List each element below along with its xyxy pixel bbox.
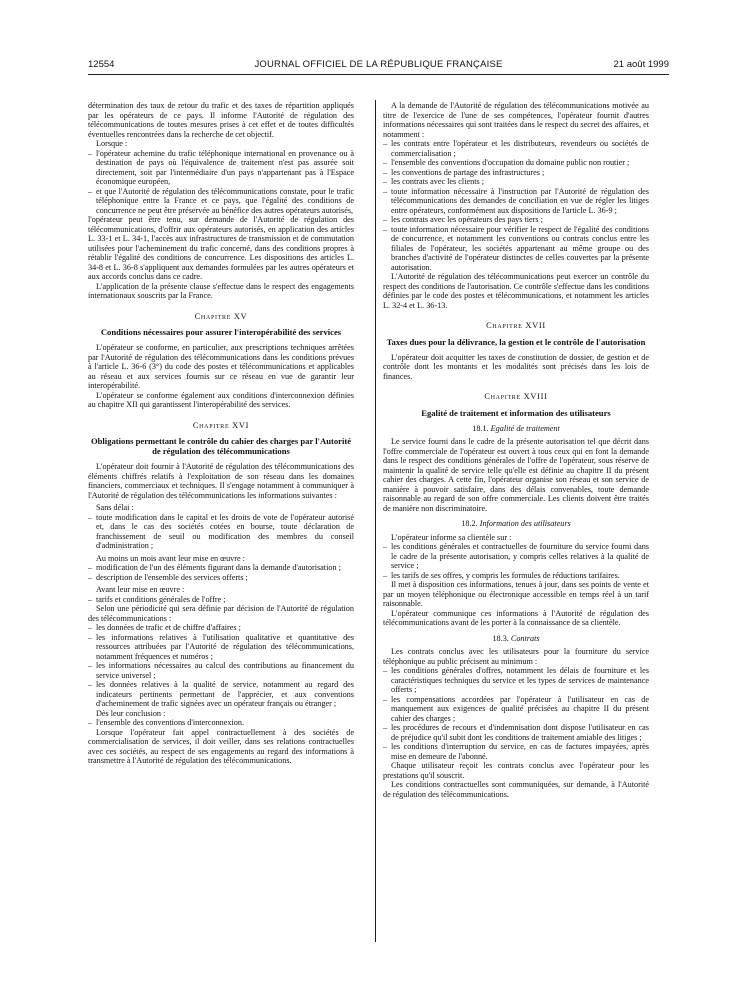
- list-item: – les contrats avec les opérateurs des pays tiers ;: [383, 215, 649, 225]
- paragraph: L'application de la présente clause s'effectue dans le respect des engagements internationaux souscrits par la France.: [88, 281, 354, 300]
- dash-list: [88, 563, 354, 582]
- section-number: 18.1.: [472, 423, 489, 433]
- list-item: – et que l'Autorité de régulation des télécommunications constate, pour le trafic téléphonique entre la France et ce pays, que l'égalité des conditions de concurrence ne peut être préservée au bénéfice des autres opérateurs autorisés,: [88, 187, 354, 216]
- section-title: Contrats: [510, 633, 540, 643]
- list-item: – les procédures de recours et d'indemnisation dont dispose l'utilisateur en cas de préjudice qu'il subit dont les conditions de traitement amiable des litiges ;: [383, 723, 649, 742]
- list-item: – toute information nécessaire pour vérifier le respect de l'égalité des conditions de concurrence, et notamment les conventions ou contrats conclus entre les filiales de l'opérateur, les sociétés appartenant au même groupe ou des branches d'activité de l'opérateur distinctes de celles couvertes par la présente autorisation.: [383, 225, 649, 273]
- list-item: – les tarifs de ses offres, y compris les formules de réductions tarifaires.: [383, 571, 649, 581]
- paragraph: Lorsque :: [96, 139, 128, 148]
- chapter-label: Chapitre XVII: [486, 321, 546, 330]
- column-separator: [375, 100, 376, 942]
- paragraph: Chaque utilisateur reçoit les contrats conclus avec l'opérateur pour les prestations qu'il souscrit.: [383, 761, 649, 780]
- list-item: – les informations nécessaires au calcul des contributions au financement du service universel ;: [88, 661, 354, 680]
- paragraph: Les contrats conclus avec les utilisateurs pour la fourniture du service téléphonique au public précisent au minimum :: [383, 647, 649, 666]
- paragraph: Le service fourni dans le cadre de la présente autorisation tel que décrit dans l'offre commerciale de l'opérateur est ouvert à tous ceux qui en font la demande dans le respect des conditions générales de l'offre de l'opérateur, sous réserve de maintenir la qualité de service telle qu'elle est définie au chapitre II du présent cahier des charges. A cette fin, l'opérateur organise son réseau et son service de manière à pouvoir satisfaire, dans des délais convenables, toute demande raisonnable au regard de son offre commerciale. Les clients doivent être traités de manière non discriminatoire.: [383, 437, 649, 513]
- section-heading: [383, 424, 649, 434]
- paragraph: L'opérateur se conforme, en particulier, aux prescriptions techniques arrêtées par l'Autorité de régulation des télécommunications dans les conditions prévues à l'article L. 36-6 (3°) du code des postes et télécommunications et applicables au réseau et aux services fournis sur ce réseau en vue de garantir leur interopérabilité.: [88, 343, 354, 390]
- paragraph: L'Autorité de régulation des télécommunications peut exercer un contrôle du respect des conditions de l'autorisation. Ce contrôle s'effectue dans les conditions définies par le code des postes et télécommunications, et notamment les articles L. 32-4 et L. 36-13.: [383, 272, 649, 310]
- list-item: – les compensations accordées par l'opérateur à l'utilisateur en cas de manquement aux exigences de qualité précisées au chapitre II du présent cahier des charges ;: [383, 695, 649, 724]
- paragraph: Au moins un mois avant leur mise en œuvre :: [96, 553, 245, 563]
- list-item: – les conventions de partage des infrastructures ;: [383, 168, 649, 178]
- paragraph: l'opérateur peut être tenu, sur demande de l'Autorité de régulation des télécommunications, d'offrir aux opérateurs autorisés, en application des articles L. 33-1 et L. 34-1, l'accès aux infrastructures de transmission et de commutation utilisées pour l'acheminement du trafic concerné, dans des conditions propres à rétablir l'égalité des conditions de concurrence. Les dispositions des articles L. 34-8 et L. 36-8 s'appliquent aux demandes formulées par les autres opérateurs et aux accords conclus dans ce cadre.: [88, 215, 354, 281]
- section-title: Information des utilisateurs: [479, 519, 571, 528]
- list-item: – les données de trafic et de chiffre d'affaires ;: [88, 623, 354, 633]
- chapter-label: Chapitre XVI: [192, 420, 250, 430]
- paragraph: Lorsque l'opérateur fait appel contractuellement à des sociétés de commercialisation de services, il doit veiller, dans ses relations contractuelles avec ces sociétés, au respect de ses engagements au regard des informations à transmettre à l'Autorité de régulation des télécommunications.: [88, 727, 354, 765]
- list-item: – les informations relatives à l'utilisation qualitative et quantitative des ressources attribuées par l'Autorité de régulation des télécommunications, notamment fréquences et numéros ;: [88, 633, 354, 662]
- dash-list: [88, 513, 354, 551]
- chapter-label: Chapitre XVIII: [484, 392, 548, 401]
- list-item: – les contrats avec les clients ;: [383, 177, 649, 187]
- list-item: – les données relatives à la qualité de service, notamment au regard des indicateurs pertinents permettant de l'apprécier, et aux conventions d'acheminement de trafic signées avec un opérateur français ou étranger ;: [88, 680, 354, 709]
- page-number: 12554: [88, 59, 115, 70]
- list-item: – les conditions générales et contractuelles de fourniture du service fourni dans le cadre de la présente autorisation, y compris celles relatives à la qualité de service ;: [383, 542, 649, 571]
- paragraph: L'opérateur doit acquitter les taxes de constitution de dossier, de gestion et de contrôle dont les montants et les modalités sont précisés dans les lois de finances.: [383, 352, 649, 381]
- chapter-title: Taxes dues pour la délivrance, la gestion et le contrôle de l'autorisation: [386, 336, 646, 347]
- paragraph: L'opérateur se conforme également aux conditions d'interconnexion définies au chapitre XII qui garantissent l'interopérabilité des services.: [88, 390, 354, 409]
- paragraph: L'opérateur doit fournir à l'Autorité de régulation des télécommunications des éléments chiffrés relatifs à l'exploitation de son réseau dans les domaines financiers, commerciaux et techniques. Il s'engage notamment à communiquer à l'Autorité de régulation des télécommunications les informations suivantes :: [88, 462, 354, 500]
- list-item: – l'opérateur achemine du trafic téléphonique international en provenance ou à destination de pays où l'équivalence de traitement n'est pas assurée soit directement, soit par l'intermédiaire d'un pays n'appartenant pas à l'Espace économique européen,: [88, 149, 354, 187]
- dash-list: [383, 139, 649, 272]
- dash-list: [88, 595, 354, 605]
- paragraph: Avant leur mise en œuvre :: [96, 585, 185, 594]
- dash-list: [383, 542, 649, 580]
- page-header: [88, 59, 669, 73]
- header-rule: [88, 74, 669, 75]
- list-item: – modification de l'un des éléments figurant dans la demande d'autorisation ;: [88, 563, 354, 573]
- paragraph: Les conditions contractuelles sont communiquées, sur demande, à l'Autorité de régulation des télécommunications.: [383, 780, 649, 799]
- list-item: – l'ensemble des conventions d'interconnexion.: [88, 718, 354, 728]
- section-number: 18.3.: [492, 633, 509, 643]
- list-item: – les conditions générales d'offres, notamment les délais de fourniture et les caractéristiques techniques du service et les types de services de maintenance offerts ;: [383, 666, 649, 695]
- section-number: 18.2.: [461, 519, 478, 528]
- list-item: – description de l'ensemble des services offerts ;: [88, 573, 354, 583]
- chapter-title: Egalité de traitement et information des utilisateurs: [421, 407, 611, 418]
- list-item: – les contrats entre l'opérateur et les distributeurs, revendeurs ou sociétés de commercialisation ;: [383, 139, 649, 158]
- paragraph: Selon une périodicité qui sera définie par décision de l'Autorité de régulation des télécommunications :: [88, 604, 354, 623]
- chapter-title: Conditions nécessaires pour assurer l'interopérabilité des services: [100, 327, 342, 337]
- dash-list: [88, 149, 354, 216]
- paragraph: Il met à disposition ces informations, tenues à jour, dans ses points de vente et par un moyen téléphonique ou électronique accessible en temps réel à un tarif raisonnable.: [383, 580, 649, 608]
- section-title: Egalité de traitement: [490, 423, 560, 433]
- list-item: – l'ensemble des conventions d'occupation du domaine public non routier ;: [383, 158, 649, 168]
- list-item: – tarifs et conditions générales de l'offre ;: [88, 595, 354, 605]
- dash-list: [88, 623, 354, 709]
- chapter-label: Chapitre XV: [194, 311, 248, 321]
- list-item: – toute modification dans le capital et les droits de vote de l'opérateur autorisé et, dans le cas des sociétés cotées en bourse, toute déclaration de franchissement de seuil ou modification des membres du conseil d'administration ;: [88, 513, 354, 551]
- chapter-title: Obligations permettant le contrôle du cahier des charges par l'Autorité de régulation des télécommunications: [90, 436, 352, 456]
- paragraph: A la demande de l'Autorité de régulation des télécommunications motivée au titre de l'exercice de l'une de ses compétences, l'opérateur fournit d'autres informations nécessaires qui sont traitées dans le respect du secret des affaires, et notamment :: [383, 101, 649, 139]
- section-heading: [383, 519, 649, 529]
- section-heading: [383, 634, 649, 644]
- right-column: [383, 101, 649, 799]
- dash-list: [383, 666, 649, 761]
- paragraph: détermination des taux de retour du trafic et des taxes de répartition appliqués par les opérateurs de ce pays. Il informe l'Autorité de régulation des télécommunications de toutes mesures prises à cet effet et de toutes difficultés éventuelles rencontrées dans la recherche de cet objectif.: [88, 101, 354, 139]
- left-column: [88, 101, 354, 766]
- list-item: – toute information nécessaire à l'instruction par l'Autorité de régulation des télécommunications des demandes de conciliation en vue de régler les litiges entre opérateurs, conformément aux dispositions de l'article L. 36-9 ;: [383, 187, 649, 216]
- dash-list: [88, 718, 354, 728]
- paragraph: Dès leur conclusion :: [96, 708, 166, 718]
- paragraph: Sans délai :: [96, 503, 134, 512]
- issue-date: 21 août 1999: [613, 59, 669, 70]
- journal-title: JOURNAL OFFICIEL DE LA RÉPUBLIQUE FRANÇAISE: [254, 59, 503, 70]
- paragraph: L'opérateur communique ces informations à l'Autorité de régulation des télécommunications avant de les porter à la connaissance de sa clientèle.: [383, 608, 649, 627]
- paragraph: L'opérateur informe sa clientèle sur :: [391, 532, 512, 542]
- list-item: – les conditions d'interruption du service, en cas de factures impayées, après mise en demeure de l'abonné.: [383, 742, 649, 761]
